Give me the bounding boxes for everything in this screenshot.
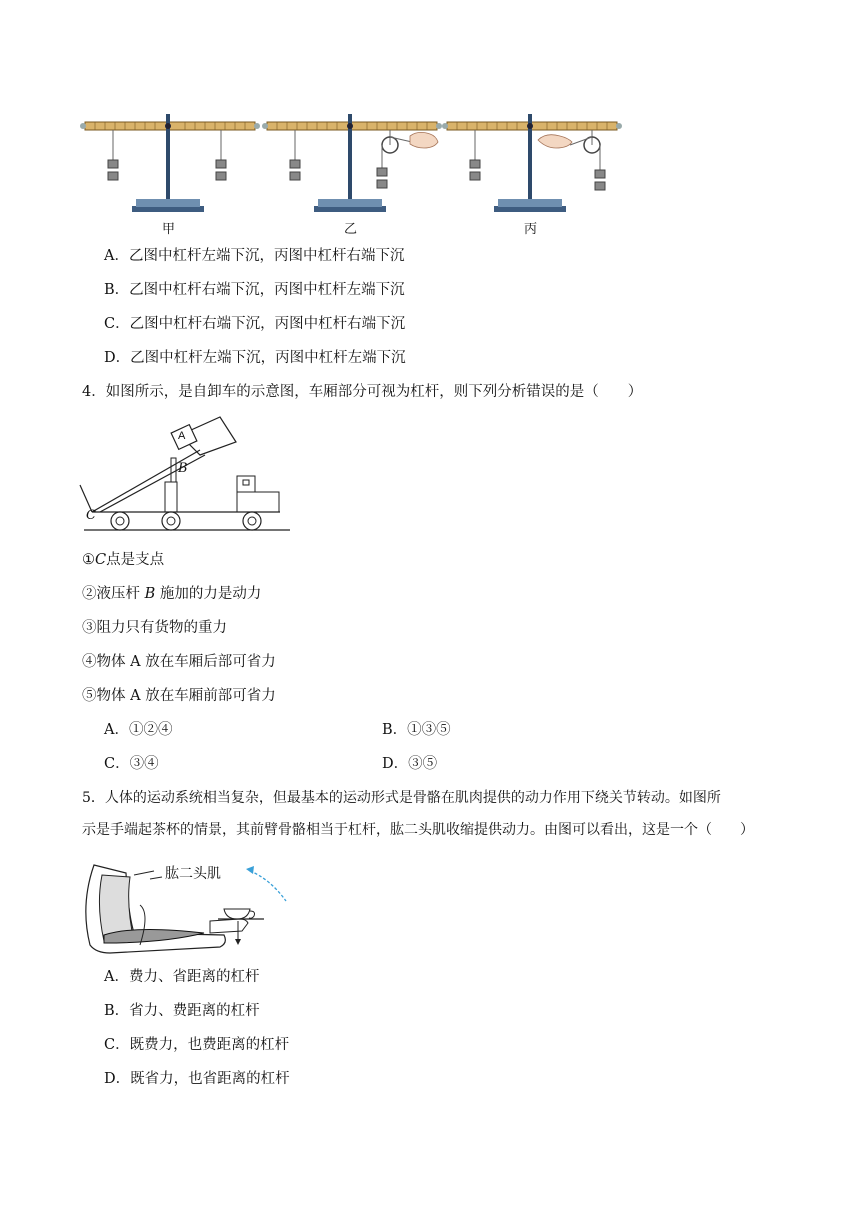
figure-label-bing: 丙	[524, 222, 538, 237]
q3-figure	[80, 100, 620, 240]
q4-statement-2: ②液压杆 B 施加的力是动力	[82, 586, 262, 602]
arm-teacup-figure	[80, 855, 300, 955]
q5-stem-line1: 5．人体的运动系统相当复杂，但最基本的运动形式是骨骼在肌肉提供的动力作用下绕关节转动。如图所	[82, 790, 721, 806]
truck-label-b: B	[178, 461, 188, 476]
q5-option-a[interactable]: A．费力、省距离的杠杆	[104, 969, 260, 985]
q5-stem-line2: 示是手端起茶杯的情景，其前臂骨骼相当于杠杆，肱二头肌收缩提供动力。由图可以看出，这是一个（ ）	[82, 822, 754, 838]
q3-option-b[interactable]: B．乙图中杠杆右端下沉，丙图中杠杆左端下沉	[104, 282, 405, 298]
q4-option-b[interactable]: B．①③⑤	[382, 722, 451, 738]
q4-stem: 4．如图所示，是自卸车的示意图，车厢部分可视为杠杆，则下列分析错误的是（ ）	[82, 384, 643, 400]
truck-label-c: C	[86, 508, 96, 523]
q4-statement-4: ④物体 A 放在车厢后部可省力	[82, 654, 276, 670]
dump-truck-figure	[80, 400, 300, 535]
q4-option-d[interactable]: D．③⑤	[382, 756, 438, 772]
q3-option-c[interactable]: C．乙图中杠杆右端下沉，丙图中杠杆右端下沉	[104, 316, 406, 332]
biceps-label: 肱二头肌	[165, 865, 221, 881]
truck-label-a: A	[178, 430, 186, 442]
q3-option-d[interactable]: D．乙图中杠杆左端下沉，丙图中杠杆左端下沉	[104, 350, 406, 366]
q4-option-a[interactable]: A．①②④	[104, 722, 173, 738]
q5-option-c[interactable]: C．既费力，也费距离的杠杆	[104, 1037, 290, 1053]
q4-option-c[interactable]: C．③④	[104, 756, 159, 772]
q5-option-b[interactable]: B．省力、费距离的杠杆	[104, 1003, 260, 1019]
figure-label-yi: 乙	[344, 222, 358, 237]
q5-option-d[interactable]: D．既省力，也省距离的杠杆	[104, 1071, 290, 1087]
q3-option-a[interactable]: A．乙图中杠杆左端下沉，丙图中杠杆右端下沉	[104, 248, 405, 264]
q4-statement-3: ③阻力只有货物的重力	[82, 620, 227, 636]
figure-label-jia: 甲	[162, 222, 176, 237]
q4-statement-5: ⑤物体 A 放在车厢前部可省力	[82, 688, 276, 704]
q4-statement-1: ①C点是支点	[82, 552, 165, 568]
